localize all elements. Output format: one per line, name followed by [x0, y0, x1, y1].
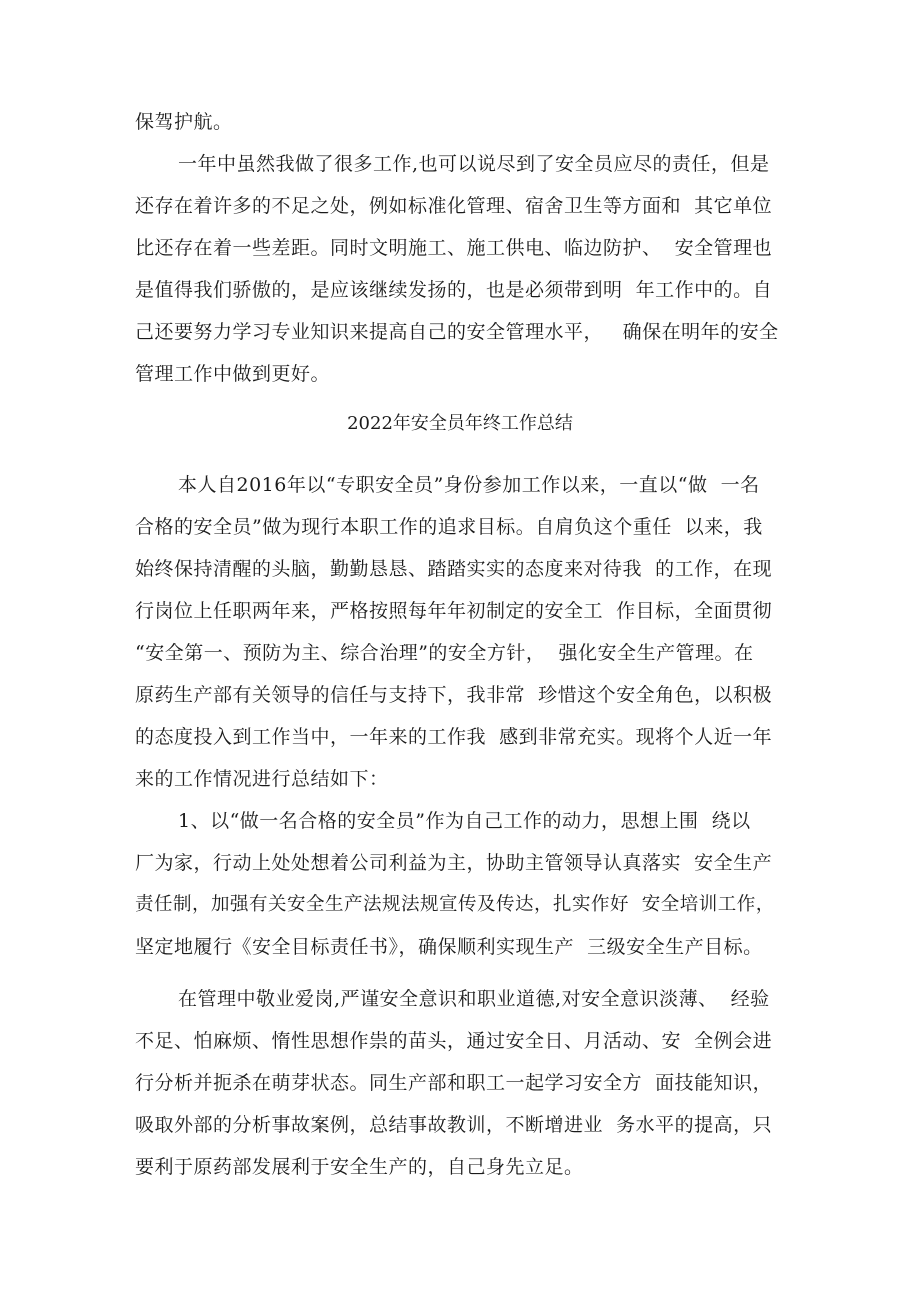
- paragraph-3-line-1: 本人自2016年以“专职安全员”身份参加工作以来，一直以“做 一名: [178, 474, 760, 496]
- paragraph-4-line-3: 责任制，加强有关安全生产法规法规宣传及传达，扎实作好 安全培训工作，: [135, 894, 775, 915]
- paragraph-5-line-1: 在管理中敬业爱岗,严谨安全意识和职业道德,对安全意识淡薄、 经验: [178, 988, 770, 1010]
- paragraph-2-line-4: 是值得我们骄傲的，是应该继续发扬的，也是必须带到明 年工作中的。自: [135, 279, 773, 301]
- paragraph-3-line-8: 来的工作情况进行总结如下：: [135, 768, 389, 790]
- paragraph-5-line-3: 行分析并扼杀在萌芽状态。同生产部和职工一起学习安全方 面技能知识，: [135, 1072, 773, 1094]
- paragraph-5-line-4: 吸取外部的分析事故案例，总结事故教训，不断增进业 务水平的提高，只: [135, 1114, 773, 1136]
- paragraph-3-line-4: 行岗位上任职两年来，严格按照每年年初制定的安全工 作目标，全面贯彻: [135, 600, 773, 622]
- paragraph-3-line-5: “安全第一、预防为主、综合治理”的安全方针， 强化安全生产管理。在: [135, 642, 754, 664]
- paragraph-5-line-5: 要利于原药部发展利于安全生产的，自己身先立足。: [135, 1156, 584, 1178]
- paragraph-5-line-2: 不足、怕麻烦、惰性思想作祟的苗头，通过安全日、月活动、安 全例会进: [135, 1030, 773, 1052]
- paragraph-2-line-5: 己还要努力学习专业知识来提高自己的安全管理水平， 确保在明年的安全: [135, 321, 779, 343]
- paragraph-3-line-7: 的态度投入到工作当中，一年来的工作我 感到非常充实。现将个人近一年: [135, 726, 773, 748]
- paragraph-3-line-3: 始终保持清醒的头脑，勤勤恳恳、踏踏实实的态度来对待我 的工作，在现: [135, 558, 773, 580]
- section-title: 2022年安全员年终工作总结: [347, 413, 573, 434]
- paragraph-1-line-1: 保驾护航。: [135, 111, 233, 133]
- paragraph-4-line-1: 1、以“做一名合格的安全员”作为自己工作的动力，思想上围 绕以: [178, 810, 751, 832]
- paragraph-4-line-4: 坚定地履行《安全目标责任书》，确保顺利实现生产 三级安全生产目标。: [135, 936, 763, 958]
- paragraph-2-line-3: 比还存在着一些差距。同时文明施工、施工供电、临边防护、 安全管理也: [135, 237, 773, 259]
- paragraph-2-line-6: 管理工作中做到更好。: [135, 363, 331, 385]
- paragraph-2-line-2: 还存在着许多的不足之处，例如标准化管理、宿舍卫生等方面和 其它单位: [135, 195, 773, 217]
- paragraph-3-line-2: 合格的安全员”做为现行本职工作的追求目标。自肩负这个重任 以来，我: [135, 516, 763, 538]
- paragraph-4-line-2: 厂为家，行动上处处想着公司利益为主，协助主管领导认真落实 安全生产: [135, 852, 773, 874]
- paragraph-3-line-6: 原药生产部有关领导的信任与支持下，我非常 珍惜这个安全角色，以积极: [135, 684, 773, 706]
- paragraph-2-line-1: 一年中虽然我做了很多工作,也可以说尽到了安全员应尽的责任，但是: [178, 153, 770, 175]
